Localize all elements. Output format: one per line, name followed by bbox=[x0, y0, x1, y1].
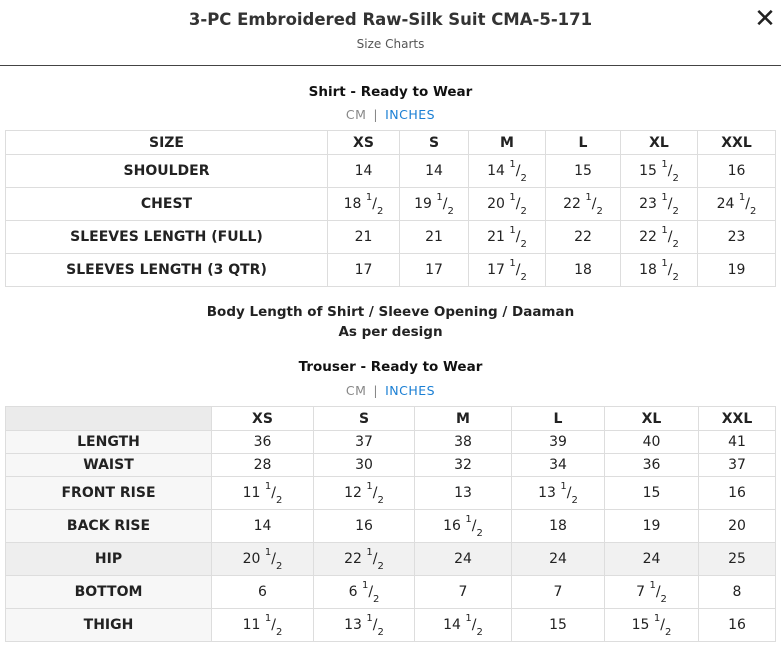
note-line-1: Body Length of Shirt / Sleeve Opening / Daaman bbox=[206, 304, 575, 320]
table-cell: 18 $^1/_2$ bbox=[328, 188, 400, 221]
shirt-size-xs: XS bbox=[328, 131, 400, 155]
shirt-unit-toggle bbox=[0, 107, 781, 122]
table-cell: 36 bbox=[605, 454, 699, 477]
shirt-size-xxl: XXL bbox=[698, 131, 776, 155]
table-cell: 15 bbox=[605, 477, 699, 510]
table-cell: 24 bbox=[512, 543, 605, 576]
table-cell: 16 $^1/_2$ bbox=[415, 510, 512, 543]
table-cell: 32 bbox=[415, 454, 512, 477]
table-cell: 39 bbox=[512, 431, 605, 454]
table-cell: 24 bbox=[415, 543, 512, 576]
table-cell: 17 bbox=[400, 254, 469, 287]
table-cell: 16 bbox=[314, 510, 415, 543]
table-cell: 7 bbox=[415, 576, 512, 609]
table-cell: 36 bbox=[212, 431, 314, 454]
table-cell: 16 bbox=[699, 477, 776, 510]
table-cell: 15 $^1/_2$ bbox=[621, 155, 698, 188]
table-cell: 7 $^1/_2$ bbox=[605, 576, 699, 609]
table-cell: 37 bbox=[699, 454, 776, 477]
trouser-unit-toggle bbox=[0, 383, 781, 398]
table-cell: 24 bbox=[605, 543, 699, 576]
table-cell: 16 bbox=[698, 155, 776, 188]
row-label: BOTTOM bbox=[6, 576, 212, 609]
table-cell: 23 bbox=[698, 221, 776, 254]
row-label: SLEEVES LENGTH (3 QTR) bbox=[6, 254, 328, 287]
table-cell: 41 bbox=[699, 431, 776, 454]
table-cell: 24 $^1/_2$ bbox=[698, 188, 776, 221]
table-cell: 38 bbox=[415, 431, 512, 454]
trouser-size-m: M bbox=[415, 407, 512, 431]
table-cell: 14 bbox=[400, 155, 469, 188]
table-cell: 11 $^1/_2$ bbox=[212, 477, 314, 510]
row-label: SHOULDER bbox=[6, 155, 328, 188]
shirt-size-table bbox=[5, 130, 776, 287]
shirt-size-l: L bbox=[546, 131, 621, 155]
table-row bbox=[6, 543, 776, 576]
row-label: WAIST bbox=[6, 454, 212, 477]
table-cell: 28 bbox=[212, 454, 314, 477]
table-cell: 14 $^1/_2$ bbox=[415, 609, 512, 642]
table-cell: 17 bbox=[328, 254, 400, 287]
trouser-size-xxl: XXL bbox=[699, 407, 776, 431]
table-cell: 6 bbox=[212, 576, 314, 609]
table-cell: 14 $^1/_2$ bbox=[469, 155, 546, 188]
shirt-size-xl: XL bbox=[621, 131, 698, 155]
table-cell: 20 $^1/_2$ bbox=[212, 543, 314, 576]
shirt-size-m: M bbox=[469, 131, 546, 155]
trouser-unit-inches[interactable]: INCHES bbox=[385, 383, 436, 398]
table-cell: 15 $^1/_2$ bbox=[605, 609, 699, 642]
table-cell: 13 bbox=[415, 477, 512, 510]
trouser-size-table bbox=[5, 406, 776, 642]
trouser-header-label bbox=[6, 407, 212, 431]
table-cell: 21 bbox=[400, 221, 469, 254]
trouser-section-title: Trouser - Ready to Wear bbox=[298, 359, 483, 375]
table-cell: 17 $^1/_2$ bbox=[469, 254, 546, 287]
table-row bbox=[6, 576, 776, 609]
modal-header bbox=[0, 0, 781, 66]
table-cell: 6 $^1/_2$ bbox=[314, 576, 415, 609]
table-cell: 23 $^1/_2$ bbox=[621, 188, 698, 221]
unit-separator: | bbox=[373, 107, 379, 122]
table-cell: 7 bbox=[512, 576, 605, 609]
table-cell: 19 bbox=[698, 254, 776, 287]
table-cell: 14 bbox=[328, 155, 400, 188]
table-cell: 15 bbox=[546, 155, 621, 188]
table-row bbox=[6, 155, 776, 188]
table-cell: 8 bbox=[699, 576, 776, 609]
table-cell: 21 $^1/_2$ bbox=[469, 221, 546, 254]
shirt-header-row bbox=[6, 131, 776, 155]
row-label: HIP bbox=[6, 543, 212, 576]
table-row bbox=[6, 510, 776, 543]
table-row bbox=[6, 188, 776, 221]
table-row bbox=[6, 609, 776, 642]
row-label: LENGTH bbox=[6, 431, 212, 454]
table-cell: 18 bbox=[512, 510, 605, 543]
table-cell: 13 $^1/_2$ bbox=[314, 609, 415, 642]
table-row bbox=[6, 477, 776, 510]
close-icon[interactable]: ✕ bbox=[754, 4, 776, 34]
trouser-unit-cm[interactable]: CM bbox=[345, 383, 367, 398]
table-cell: 22 $^1/_2$ bbox=[546, 188, 621, 221]
row-label: BACK RISE bbox=[6, 510, 212, 543]
table-cell: 13 $^1/_2$ bbox=[512, 477, 605, 510]
trouser-size-xl: XL bbox=[605, 407, 699, 431]
modal-title: 3-PC Embroidered Raw-Silk Suit CMA-5-171 bbox=[188, 10, 593, 29]
unit-separator: | bbox=[373, 383, 379, 398]
trouser-header-row bbox=[6, 407, 776, 431]
row-label: FRONT RISE bbox=[6, 477, 212, 510]
table-cell: 15 bbox=[512, 609, 605, 642]
table-cell: 19 $^1/_2$ bbox=[400, 188, 469, 221]
table-cell: 20 bbox=[699, 510, 776, 543]
table-row bbox=[6, 431, 776, 454]
trouser-size-xs: XS bbox=[212, 407, 314, 431]
modal-subtitle: Size Charts bbox=[356, 37, 425, 51]
table-row bbox=[6, 454, 776, 477]
row-label: THIGH bbox=[6, 609, 212, 642]
table-cell: 20 $^1/_2$ bbox=[469, 188, 546, 221]
table-cell: 40 bbox=[605, 431, 699, 454]
table-cell: 18 $^1/_2$ bbox=[621, 254, 698, 287]
row-label: CHEST bbox=[6, 188, 328, 221]
table-row bbox=[6, 221, 776, 254]
row-label: SLEEVES LENGTH (FULL) bbox=[6, 221, 328, 254]
table-cell: 22 $^1/_2$ bbox=[621, 221, 698, 254]
table-cell: 30 bbox=[314, 454, 415, 477]
shirt-unit-inches[interactable]: INCHES bbox=[385, 107, 436, 122]
table-cell: 11 $^1/_2$ bbox=[212, 609, 314, 642]
shirt-note bbox=[0, 302, 781, 342]
table-cell: 19 bbox=[605, 510, 699, 543]
trouser-size-s: S bbox=[314, 407, 415, 431]
shirt-header-label: SIZE bbox=[6, 131, 328, 155]
table-cell: 34 bbox=[512, 454, 605, 477]
trouser-size-l: L bbox=[512, 407, 605, 431]
table-cell: 16 bbox=[699, 609, 776, 642]
shirt-unit-cm[interactable]: CM bbox=[345, 107, 367, 122]
table-cell: 18 bbox=[546, 254, 621, 287]
table-cell: 22 bbox=[546, 221, 621, 254]
table-cell: 12 $^1/_2$ bbox=[314, 477, 415, 510]
shirt-section-title: Shirt - Ready to Wear bbox=[308, 84, 473, 100]
table-row bbox=[6, 254, 776, 287]
note-line-2: As per design bbox=[338, 324, 443, 340]
table-cell: 37 bbox=[314, 431, 415, 454]
table-cell: 25 bbox=[699, 543, 776, 576]
table-cell: 22 $^1/_2$ bbox=[314, 543, 415, 576]
shirt-size-s: S bbox=[400, 131, 469, 155]
table-cell: 14 bbox=[212, 510, 314, 543]
table-cell: 21 bbox=[328, 221, 400, 254]
